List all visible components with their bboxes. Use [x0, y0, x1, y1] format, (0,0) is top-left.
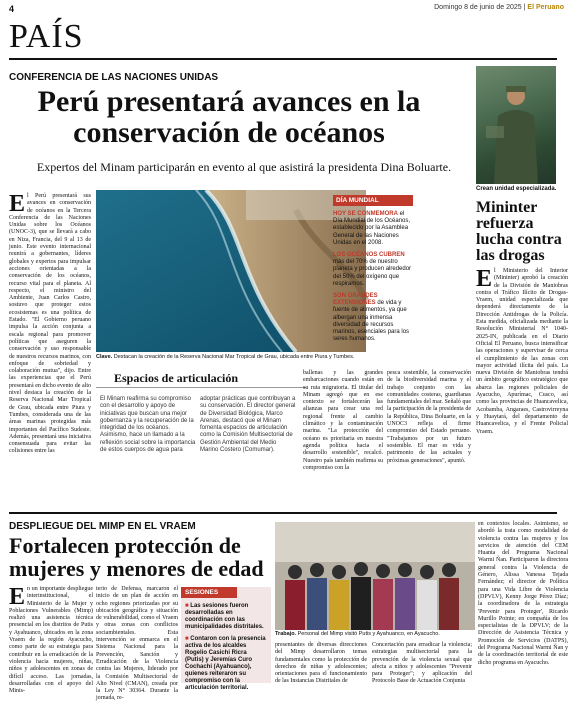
caption-label: Clave. — [96, 354, 113, 360]
article2-photo — [275, 522, 475, 630]
main-photo — [96, 190, 366, 352]
article2-rule — [9, 512, 557, 514]
article2-col2: terio de Defensa, marcaron el inicio de un plan de acción en ocho regiones priorizadas por su ubicación geográfica y situación de vulnerabilidad, como el Vraem y otras zonas con conflictos sociambientales. Esta intervención se enmarca en el Sistema Nacional para la Prevención, Sanción y Erradicación de la Violencia contra las Mujeres, liderado por la Comisión Multisectorial de Alto Nivel (CMAN), creada por la Ley N° 30364. Durante la jornada, re- — [96, 586, 178, 702]
section-title: PAÍS — [9, 18, 84, 55]
fact-text: más del 70% de nuestro planeta y producen alrededor del 50% del oxígeno que respiramos. — [333, 259, 412, 287]
article2-col3: presentantes de diversas direcciones del Mimp desarrollaron temas fundamentales como la protección de derechos de niñas y adolescentes; orientaciones para el funcionamiento de las Instancias Distritales de — [275, 642, 367, 685]
espacios-rule — [96, 387, 306, 388]
sesiones-item — [185, 636, 267, 692]
article2-kicker: DESPLIEGUE DEL MIMP EN EL VRAEM — [9, 521, 196, 532]
caption-text: Personal del Mimp visitó Putis y Ayahuanco, en Ayacucho. — [297, 631, 440, 637]
fact-lead: LOS OCÉANOS CUBREN — [333, 252, 405, 259]
fact-text: de vida y fuente de alimentos, ya que albergan una inmensa diversidad de recursos marinos, esenciales para los seres humanos. — [333, 300, 410, 343]
fact-text: el Día Mundial de los Océanos, establecido por la Asamblea General de las Naciones Unidas en el 2008. — [333, 211, 411, 246]
article1-headline[interactable]: Perú presentará avances en la conservación de océanos — [37, 85, 421, 149]
article2-col1 — [9, 584, 93, 695]
sesiones-item-text: Contaron con la presencia activa de los alcaldes Rogelio Casichi Ricra (Putis) y Jeremías Curo Cochachi (Ayahuanco), quienes reiteraron su compromiso con la articulación territorial. — [185, 636, 266, 691]
dropcap: E — [9, 584, 26, 610]
fact-item — [333, 293, 413, 343]
date-text: Domingo 8 de junio de 2025 — [434, 4, 522, 11]
espacios-col1: El Minam reafirma su compromiso con el desarrollo y apoyo de iniciativas que buscan una mejor gobernanza y la recuperación de la integridad de los océanos. Asimismo, hace un llamado a la reflexión social sobre la importancia de estos cuerpos de agua para — [100, 396, 196, 454]
article1-col1-text: l Perú presentará sus avances en conservación de océanos en la Tercera Conferencia de las Naciones Unidas sobre los Océanos (UNOC-3), que se llevará a cabo en Niza, Francia, del 9 al 13 de junio. Este evento internacional reunirá a gobernantes, líderes globales y expertos para impulsar acciones orientadas a la conservación de los océanos, recurso vital para el planeta. Al respecto, el ministro del Ambiente, Juan Carlos Castro, sostuvo que proteger estos ecosistemas es una política de Estado. "El Gobierno peruano impulsa la acción conjunta a escala regional para promover políticas que aseguren la conservación y uso responsable de nuestros recursos marinos, con enfoque de sobriedad y colaboración mutua", dijo. Entre las experiencias que el Perú presentará en dicho evento de alto nivel destaca la creación de la Reserva Nacional Mar Tropical de Grau, ubicada entre Piura y Tumbes, considerada una de las áreas marinas protegidas más importantes del Pacífico Sudeste. Además, presentará una iniciativa consensuada para evitar las colisiones entre las — [9, 193, 91, 455]
article2-headline[interactable]: Fortalecen protección de mujeres y menores de edad — [9, 533, 264, 581]
sidebar-photo-caption: Crean unidad especializada. — [476, 186, 557, 192]
article2-col4: Concertación para erradicar la violencia; estrategias multisectorial para la prevención de la violencia sexual que afecta a niños y adolescentes "Prevenir para Proteger"; y aplicación del Protocolo Base de Actuación Conjunta — [372, 642, 472, 685]
bullet-square-icon: ■ — [185, 603, 189, 609]
article2-col5: en contextos locales. Asimismo, se abordó la trata como modalidad de violencia contra las mujeres y los servicios de atención del CEM Huanta del Programa Nacional Warmi Ñan. Participaron la directora general contra la Violencia de Género, Alissa Vanessa Tejada Fernández; el director de Política para una Vida Libre de Violencia (DPVLV), Kenny Jorge Pérez Díaz; la coordinadora de la estrategia 'Prevenir para Proteger', Ricardo Murillo Pointe; en compañía de los especialistas de la DPVLV; de la Dirección de Asistencia Técnica y Promoción de Servicios (DATPS), del Programa Nacional Warmi Ñan y de la coordinación territorial de este dicho programa en Ayacucho. — [478, 521, 568, 666]
espacios-col2: adoptar prácticas que contribuyan a su conservación. El director general de Diversidad Biológica, Marco Arenas, destacó que el Minam fomenta espacios de articulación como la Comisión Multisectorial de Gestión Ambiental del Medio Marino Costero (Comumar). — [200, 396, 296, 454]
sidebar-headline[interactable]: Mininter refuerza lucha contra las drogas — [476, 199, 562, 264]
fact-lead: HOY SE CONMEMORA — [333, 211, 398, 217]
officer-illustration — [476, 66, 556, 184]
sesiones-item — [185, 603, 267, 631]
factbox — [333, 195, 413, 365]
factbox-header: DÍA MUNDIAL — [333, 195, 413, 206]
bullet-square-icon: ■ — [185, 636, 189, 642]
article1-col3: ballenas y las grandes embarcaciones cuando están en su ruta migratoria. El titular del Minam agregó que en ese contexto se fortalecerán las alianzas para crear una red regional frente al cambio climático y la contaminación marina. "La protección del océano es prioritaria en nuestra agenda política hacia el desarrollo sostenible", recalcó. Nuestro país también reafirma su compromiso con la — [303, 370, 383, 471]
caption-text: Destacan la creación de la Reserva Nacional Mar Tropical de Grau, ubicada entre Piura y Tumbes. — [113, 354, 355, 360]
caption-label: Trabajo. — [275, 631, 297, 637]
group-photo-illustration — [275, 522, 475, 630]
sidebar-body-text: l Ministerio del Interior (Mininter) aprobó la creación de la División de Maniobras contra el Tráfico Ilícito de Drogas-Vraem, unidad especializada que dependerá directamente de la Dirección Antidrogas de la Policía. Esta medida, oficializada mediante la Resolución Ministerial N° 1040-2025-IN, publicada en el Diario Oficial El Peruano, busca intensificar las operaciones y supervisar de cerca el cumplimiento de las zonas con mayor actividad ilícita del país. La nueva División de Maniobras tendrá un ámbito geográfico estratégico que abarca las regiones policiales de Ayacucho, Apurímac, Cusco, así como las provincias de Huancavelica, Acobamba, Angaraes, Castrovirreyna y Huaytará, del departamento de Huancavelica, y el Frente Policial Vraem. — [476, 268, 568, 435]
sidebar-body — [476, 268, 568, 508]
fact-lead: SON GRANDES EXTENSIONES — [333, 293, 378, 307]
article1-col1 — [9, 193, 91, 503]
article1-subhead: Expertos del Minam participarán en evento al que asistirá la presidenta Dina Boluarte. — [36, 160, 452, 174]
dropcap: E — [476, 266, 493, 292]
fact-item — [333, 252, 413, 288]
section-rule — [9, 58, 557, 60]
sesiones-header: SESIONES — [181, 587, 237, 598]
sesiones-item-text: Las sesiones fueron desarrolladas en coordinación con las municipalidades distritales. — [185, 603, 264, 630]
article2-col1-text: n un importante despliegue interinstitucional, el Ministerio de la Mujer y Poblaciones Vulnerables (Mimp) realizó una asistencia técnica presencial en los distritos de Putis y Ayahuanco, ubicados en la zona Vraem de la región Ayacucho, como parte de su estrategia para contribuir en la erradicación de la violencia hacia mujeres, niñas, niños y adolescentes en zonas de difícil acceso. Las jornadas, desarrolladas con el apoyo del Minis- — [9, 586, 93, 695]
sidebar-photo — [476, 66, 556, 184]
page-number: 4 — [9, 4, 15, 14]
paper-name: El Peruano — [527, 4, 564, 11]
dropcap: E — [9, 191, 26, 217]
date-line: Domingo 8 de junio de 2025 | El Peruano — [434, 4, 564, 11]
espacios-title: Espacios de articulación — [114, 371, 239, 385]
article2-photo-caption — [275, 631, 475, 637]
coast-photo-illustration — [96, 190, 366, 352]
sesiones-box — [181, 587, 271, 691]
fact-item — [333, 211, 413, 247]
article1-col4: pesca sostenible, la conservación de la biodiversidad marina y el trabajo conjunto con las comunidades costeras, guardianas fundamentales del mar. Señaló que la participación de la presidenta de la República, Dina Boluarte, en la UNOC3 refleja el firme compromiso del Estado peruano. "Trabajamos por un futuro sostenible. El mar es vida y patrimonio de las actuales y próximas generaciones", apuntó. — [387, 370, 471, 464]
article1-kicker: CONFERENCIA DE LAS NACIONES UNIDAS — [9, 72, 219, 83]
